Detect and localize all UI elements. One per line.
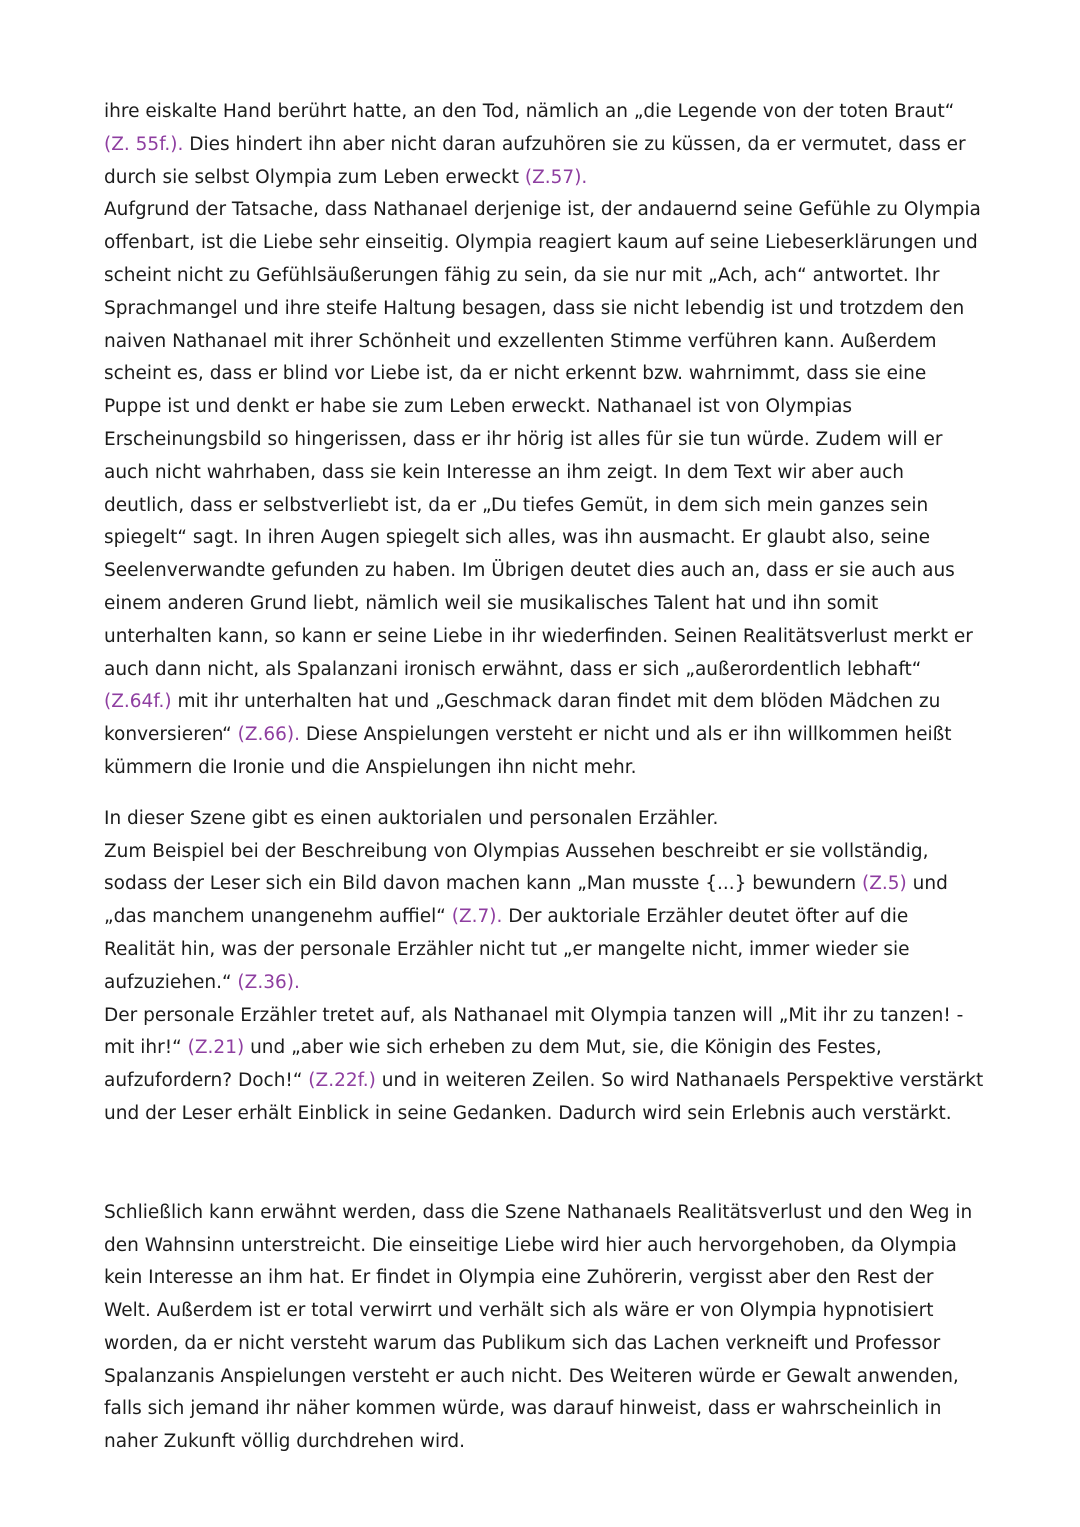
line-reference: (Z.64f.) (104, 691, 172, 713)
text-span: Dies hindert ihn aber nicht daran aufzuhören sie zu küssen, da er vermutet, dass er durch sie selbst Olympia zum Leben erweckt (104, 133, 966, 188)
text-span: Aufgrund der Tatsache, dass Nathanael derjenige ist, der andauernd seine Gefühle zu Olympia offenbart, ist die Liebe sehr einseitig. Olympia reagiert kaum auf seine Liebeserklärungen und scheint nicht zu Gefühlsäußerungen fähig zu sein, da sie nur mit „Ach, ach“ antwortet. Ihr Sprachmangel und ihre steife Haltung besagen, dass sie nicht lebendig ist und trotzdem den naiven Nathanael mit ihrer Schönheit und exzellenten Stimme verführen kann. Außerdem scheint es, dass er blind vor Liebe ist, da er nicht erkennt bzw. wahrnimmt, dass sie eine Puppe ist und denkt er habe sie zum Leben erweckt. Nathanael ist von Olympias Erscheinungsbild so hingerissen, dass er ihr hörig ist alles für sie tun würde. Zudem will er auch nicht wahrhaben, dass sie kein Interesse an ihm zeigt. In dem Text wir aber auch deutlich, dass er selbstverliebt ist, da er „Du tiefes Gemüt, in dem sich mein ganzes sein spiegelt“ sagt. In ihren Augen spiegelt sich alles, was ihn ausmacht. Er glaubt also, seine Seelenverwandte gefunden zu haben. Im Übrigen deutet dies auch an, dass er sie auch aus einem anderen Grund liebt, nämlich weil sie musikalisches Talent hat und ihn somit unterhalten kann, so kann er seine Liebe in ihr wiederfinden. Seinen Realitätsverlust merkt er auch dann nicht, als Spalanzani ironisch erwähnt, dass er sich „außerordentlich lebhaft“ (104, 199, 981, 680)
line-reference: (Z.7). (451, 906, 503, 928)
paragraph-narrator-intro (104, 803, 984, 836)
paragraph-gap (104, 1131, 984, 1197)
text-span: Der auktoriale Erzähler deutet öfter auf die Realität hin, was der personale Erzähler nicht tut „er mangelte nicht, immer wieder sie aufzuziehen.“ (104, 906, 910, 993)
text-span: In dieser Szene gibt es einen auktorialen und personalen Erzähler. (104, 807, 719, 829)
text-span: ihre eiskalte Hand berührt hatte, an den Tod, nämlich an „die Legende von der toten Braut“ (104, 101, 955, 122)
line-reference: (Z.36). (237, 971, 300, 993)
document-page (104, 96, 984, 1459)
text-span: Zum Beispiel bei der Beschreibung von Olympias Aussehen beschreibt er sie vollständig, sodass der Leser sich ein Bild davon machen kann „Man musste {...} bewundern (104, 840, 929, 895)
paragraph-conclusion (104, 1197, 984, 1459)
line-reference: (Z.57). (524, 166, 588, 188)
line-reference: (Z.21) (187, 1037, 245, 1059)
line-reference: (Z. 55f.). (104, 133, 184, 155)
text-span: und „das manchem unangenehm auffiel“ (104, 873, 948, 928)
paragraph-gap (104, 785, 984, 803)
text-span: Schließlich kann erwähnt werden, dass die Szene Nathanaels Realitätsverlust und den Weg in den Wahnsinn unterstreicht. Die einseitige Liebe wird hier auch hervorgehoben, da Olympia kein Interesse an ihm hat. Er findet in Olympia eine Zuhörerin, vergisst aber den Rest der Welt. Außerdem ist er total verwirrt und verhält sich als wäre er von Olympia hypnotisiert worden, da er nicht versteht warum das Publikum sich das Lachen verkneift und Professor Spalanzanis Anspielungen versteht er auch nicht. Des Weiteren würde er Gewalt anwenden, falls sich jemand ihr näher kommen würde, was darauf hinweist, dass er wahrscheinlich in naher Zukunft völlig durchdrehen wird. (104, 1201, 973, 1453)
paragraph-auctorial-narrator (104, 836, 984, 1000)
text-span: Der personale Erzähler tretet auf, als Nathanael mit Olympia tanzen will „Mit ihr zu tanzen! - mit ihr!“ (104, 1004, 964, 1059)
text-span: und in weiteren Zeilen. So wird Nathanaels Perspektive verstärkt und der Leser erhält Einblick in seine Gedanken. Dadurch wird sein Erlebnis auch verstärkt. (104, 1070, 984, 1124)
text-span: und „aber wie sich erheben zu dem Mut, sie, die Königin des Festes, aufzufordern? Doch!“ (104, 1037, 882, 1092)
paragraph-personal-narrator (104, 1000, 984, 1131)
paragraph-continuation (104, 96, 984, 194)
line-reference: (Z.22f.) (308, 1070, 376, 1092)
line-reference: (Z.5) (862, 873, 907, 895)
line-reference: (Z.66). (237, 724, 301, 746)
text-span: Diese Anspielungen versteht er nicht und als er ihn willkommen heißt kümmern die Ironie und die Anspielungen ihn nicht mehr. (104, 724, 952, 778)
text-span: mit ihr unterhalten hat und „Geschmack daran findet mit dem blöden Mädchen zu konversieren“ (104, 691, 941, 746)
paragraph-one-sided-love (104, 194, 984, 784)
